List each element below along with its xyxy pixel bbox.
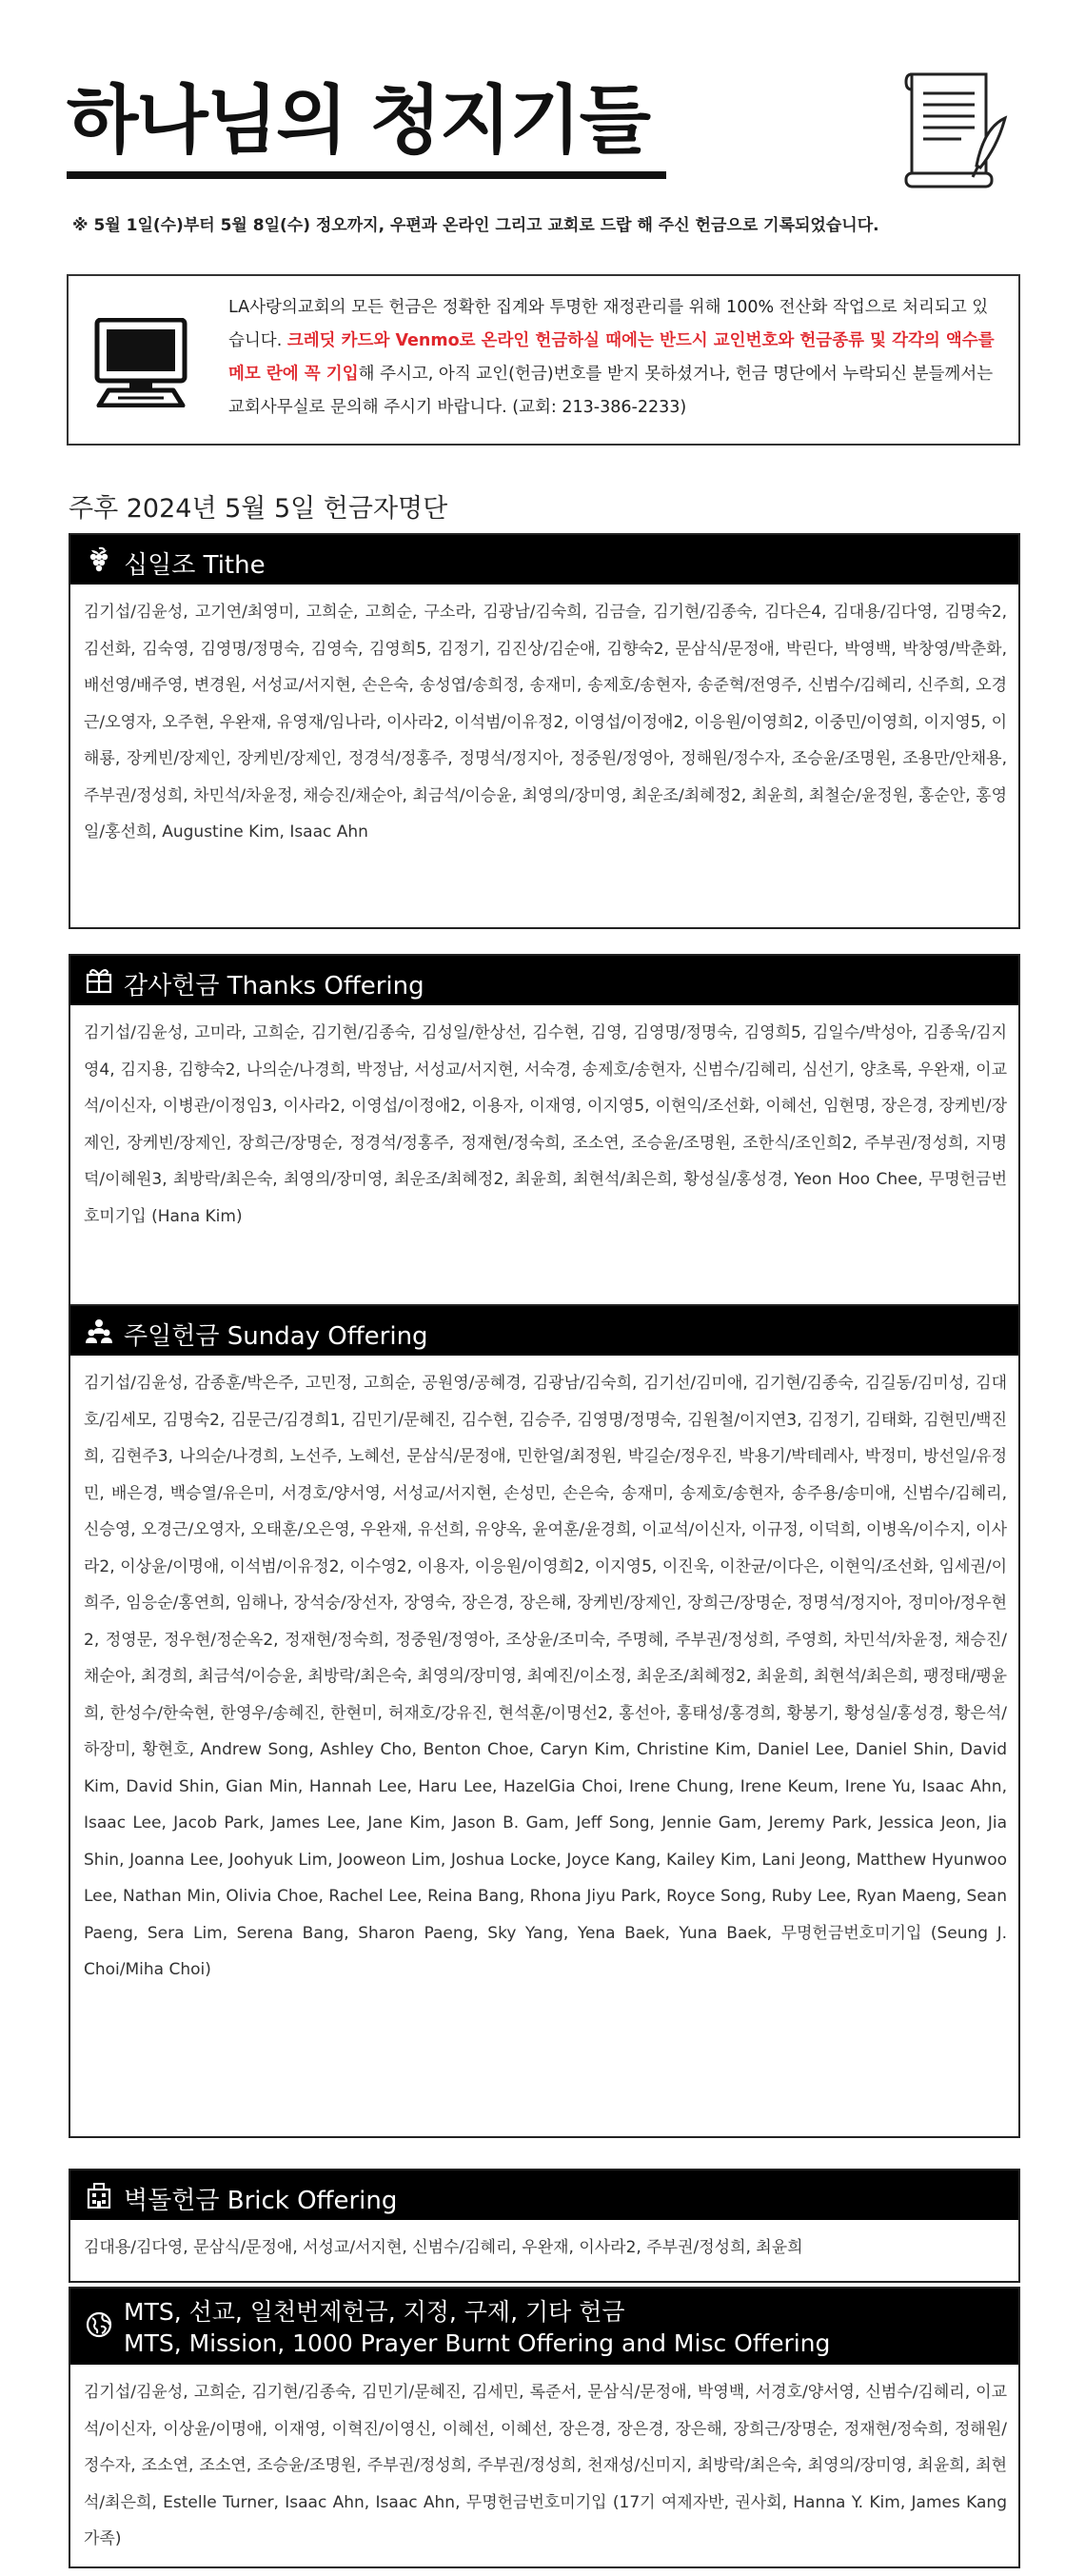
info-text [228, 291, 999, 425]
section-brick-names: 김대용/김다영, 문삼식/문정애, 서성교/서지현, 신범수/김혜리, 우완재, 이사라2, 주부권/정성희, 최윤희 [84, 2238, 803, 2257]
notice-text: ※ 5월 1일(수)부터 5월 8일(수) 정오까지, 우편과 온라인 그리고 교회로 드랍 해 주신 헌금으로 기록되었습니다. [72, 216, 879, 235]
section-thanks-names: 김기섭/김윤성, 고미라, 고희순, 김기현/김종숙, 김성일/한상선, 김수현, 김영, 김영명/정명숙, 김영희5, 김일수/박성아, 김종욱/김지영4, 김지용, 김향숙2, 나의순/나경희, 박정남, 서성교/서지현, 서숙경, 송제호/송현자, 신범수/김혜리, 심선기, 양초록, 우완재, 이교석/이신자, 이병관/이정임3, 이사라2, 이영섭/이정애2, 이용자, 이재영, 이지영5, 이현익/조선화, 이혜선, 임현명, 장은경, 장케빈/장제인, 장케빈/장제인, 장희근/장명순, 정경석/정홍주, 정재현/정숙희, 조소연, 조승윤/조명원, 조한식/조인희2, 주부권/정성희, 지명덕/이혜원3, 최방락/최은숙, 최영의/장미영, 최운조/최혜정2, 최윤희, 최현석/최은희, 황성실/홍성경, Yeon Hoo Chee, 무명헌금번호미기입 (Hana Kim) [84, 1023, 1007, 1226]
donor-list-heading: 주후 2024년 5월 5일 헌금자명단 [69, 494, 448, 524]
gift-icon [86, 967, 112, 994]
section-mts-header [70, 2289, 1018, 2365]
paper-scroll-quill-icon [904, 67, 1011, 190]
section-tithe-names: 김기섭/김윤성, 고기연/최영미, 고희순, 고희순, 구소라, 김광남/김숙희, 김금슬, 김기현/김종숙, 김다은4, 김대용/김다영, 김명숙2, 김선화, 김숙영, 김영명/정명숙, 김영숙, 김영희5, 김정기, 김진상/김순애, 김향숙2, 문삼식/문정애, 박린다, 박영백, 박창영/박춘화, 배선영/배주영, 변경원, 서성교/서지현, 손은숙, 송성엽/송희정, 송재미, 송제호/송현자, 송준혁/전영주, 신범수/김혜리, 신주희, 오경근/오영자, 오주현, 우완재, 유영재/임나라, 이사라2, 이석범/이유정2, 이영섭/이정애2, 이응원/이영희2, 이중민/이영희, 이지영5, 이해룡, 장케빈/장제인, 장케빈/장제인, 정경석/정홍주, 정명석/정지아, 정중원/정영아, 정해원/정수자, 조승윤/조명원, 조용만/안채용, 주부권/정성희, 차민석/차윤정, 채승진/채순아, 최금석/이승윤, 최영의/장미영, 최운조/최혜정2, 최윤희, 최철순/윤정원, 홍순안, 홍영일/홍선희, Augustine Kim, Isaac Ahn [84, 603, 1007, 842]
section-tithe [69, 533, 1020, 929]
people-icon [86, 1318, 112, 1344]
section-thanks-header [70, 956, 1018, 1005]
section-sunday-names: 김기섭/김윤성, 감종훈/박은주, 고민정, 고희순, 공원영/공혜경, 김광남/김숙희, 김기선/김미애, 김기현/김종숙, 김길동/김미성, 김대호/김세모, 김명숙2, 김문근/김경희1, 김민기/문혜진, 김수현, 김승주, 김영명/정명숙, 김원철/이지연3, 김정기, 김태화, 김현민/백진희, 김현주3, 나의순/나경희, 노선주, 노혜선, 문삼식/문정애, 민한얼/최정원, 박길순/정우진, 박용기/박테레사, 박정미, 방선일/유정민, 배은경, 백승열/유은미, 서경호/양서영, 서성교/서지현, 손성민, 손은숙, 송재미, 송제호/송현자, 송주용/송미애, 신범수/김혜리, 신승영, 오경근/오영자, 오태훈/오은영, 우완재, 유선희, 유양옥, 윤여훈/윤경희, 이교석/이신자, 이규정, 이덕희, 이병옥/이수지, 이사라2, 이상윤/이명애, 이석범/이유정2, 이수영2, 이용자, 이응원/이영희2, 이지영5, 이진욱, 이찬균/이다은, 이현익/조선화, 임세권/이희주, 임응순/홍연희, 임해나, 장석숭/장선자, 장영숙, 장은경, 장은해, 장케빈/장제인, 장희근/장명순, 정명석/정지아, 정미아/정우현2, 정영문, 정우현/정순옥2, 정재현/정숙희, 정중원/정영아, 조상윤/조미숙, 주명혜, 주부권/정성희, 주영희, 차민석/차윤정, 채승진/채순아, 최경희, 최금석/이승윤, 최방락/최은숙, 최영의/장미영, 최예진/이소정, 최운조/최혜정2, 최윤희, 최현석/최은희, 팽정태/팽윤희, 한성수/한숙현, 한영우/송혜진, 한현미, 허재호/강유진, 현석훈/이명선2, 홍선아, 홍태성/홍경희, 황봉기, 황성실/홍성경, 황은석/하장미, 황현호, Andrew Song, Ashley Cho, Benton Choe, Caryn Kim, Christine Kim, Daniel Lee, Daniel Shin, David Kim, David Shin, Gian Min, Hannah Lee, Haru Lee, HazelGia Choi, Irene Chung, Irene Keum, Irene Yu, Isaac Ahn, Isaac Lee, Jacob Park, James Lee, Jane Kim, Jason B. Gam, Jeff Song, Jennie Gam, Jeremy Park, Jessica Jeon, Jia Shin, Joanna Lee, Joohyuk Lim, Jooweon Lim, Joshua Locke, Joyce Kang, Kailey Kim, Lani Jeong, Matthew Hyunwoo Lee, Nathan Min, Olivia Choe, Rachel Lee, Reina Bang, Rhona Jiyu Park, Royce Song, Ruby Lee, Ryan Maeng, Sean Paeng, Sera Lim, Serena Bang, Sharon Paeng, Sky Yang, Yena Baek, Yuna Baek, 무명헌금번호미기입 (Seung J. Choi/Miha Choi) [84, 1374, 1007, 1979]
section-tithe-title: 십일조 Tithe [124, 551, 266, 580]
section-tithe-header [70, 535, 1018, 585]
building-icon [86, 2182, 112, 2209]
section-mts-title-en: MTS, Mission, 1000 Prayer Burnt Offering and Misc Offering [124, 2329, 831, 2357]
computer-icon [93, 318, 188, 407]
section-mts [69, 2287, 1020, 2568]
section-mts-title-ko: MTS, 선교, 일천번제헌금, 지정, 구제, 기타 헌금 [124, 2298, 625, 2326]
info-text-highlight: 크레딧 카드와 Venmo로 온라인 헌금하실 때에는 반드시 교인번호와 헌금종류 및 각각의 액수를 메모 란에 꼭 기입 [228, 331, 995, 384]
globe-icon [86, 2311, 112, 2338]
section-sunday-header [70, 1306, 1018, 1356]
section-thanks [69, 954, 1020, 1312]
section-mts-names: 김기섭/김윤성, 고희순, 김기현/김종숙, 김민기/문혜진, 김세민, 록준서, 문삼식/문정애, 박영백, 서경호/양서영, 신범수/김혜리, 이교석/이신자, 이상윤/이명애, 이재영, 이혁진/이영신, 이혜선, 이혜선, 장은경, 장은경, 장은해, 장희근/장명순, 정재현/정숙희, 정해원/정수자, 조소연, 조소연, 조승윤/조명원, 주부권/정성희, 주부권/정성희, 천재성/신미지, 최방락/최은숙, 최영의/장미영, 최윤희, 최현석/최은희, Estelle Turner, Isaac Ahn, Isaac Ahn, 무명헌금번호미기입 (17기 여제자반, 권사회, Hanna Y. Kim, James Kang 가족) [84, 2383, 1007, 2548]
section-thanks-title: 감사헌금 Thanks Offering [124, 972, 424, 1001]
info-text-part1: LA사랑의교회의 모든 헌금은 정확한 집계와 투명한 재정관리를 위해 100% 전산화 작업으로 처리되고 있습니다. [228, 298, 989, 350]
section-mts-title [124, 2296, 830, 2359]
title-underline [67, 171, 666, 179]
section-brick-title: 벽돌헌금 Brick Offering [124, 2187, 398, 2215]
page-header [67, 57, 1018, 200]
info-box [67, 274, 1020, 446]
page-title: 하나님의 청지기들 [67, 78, 649, 164]
section-sunday [69, 1304, 1020, 2138]
grapes-icon [86, 546, 112, 573]
info-text-part2: 해 주시고, 아직 교인(헌금)번호를 받지 못하셨거나, 헌금 명단에서 누락되신 분들께서는 교회사무실로 문의해 주시기 바랍니다. (교회: 213-386-2233) [228, 365, 994, 417]
section-brick-header [70, 2170, 1018, 2220]
section-brick [69, 2169, 1020, 2283]
section-sunday-title: 주일헌금 Sunday Offering [124, 1322, 428, 1351]
